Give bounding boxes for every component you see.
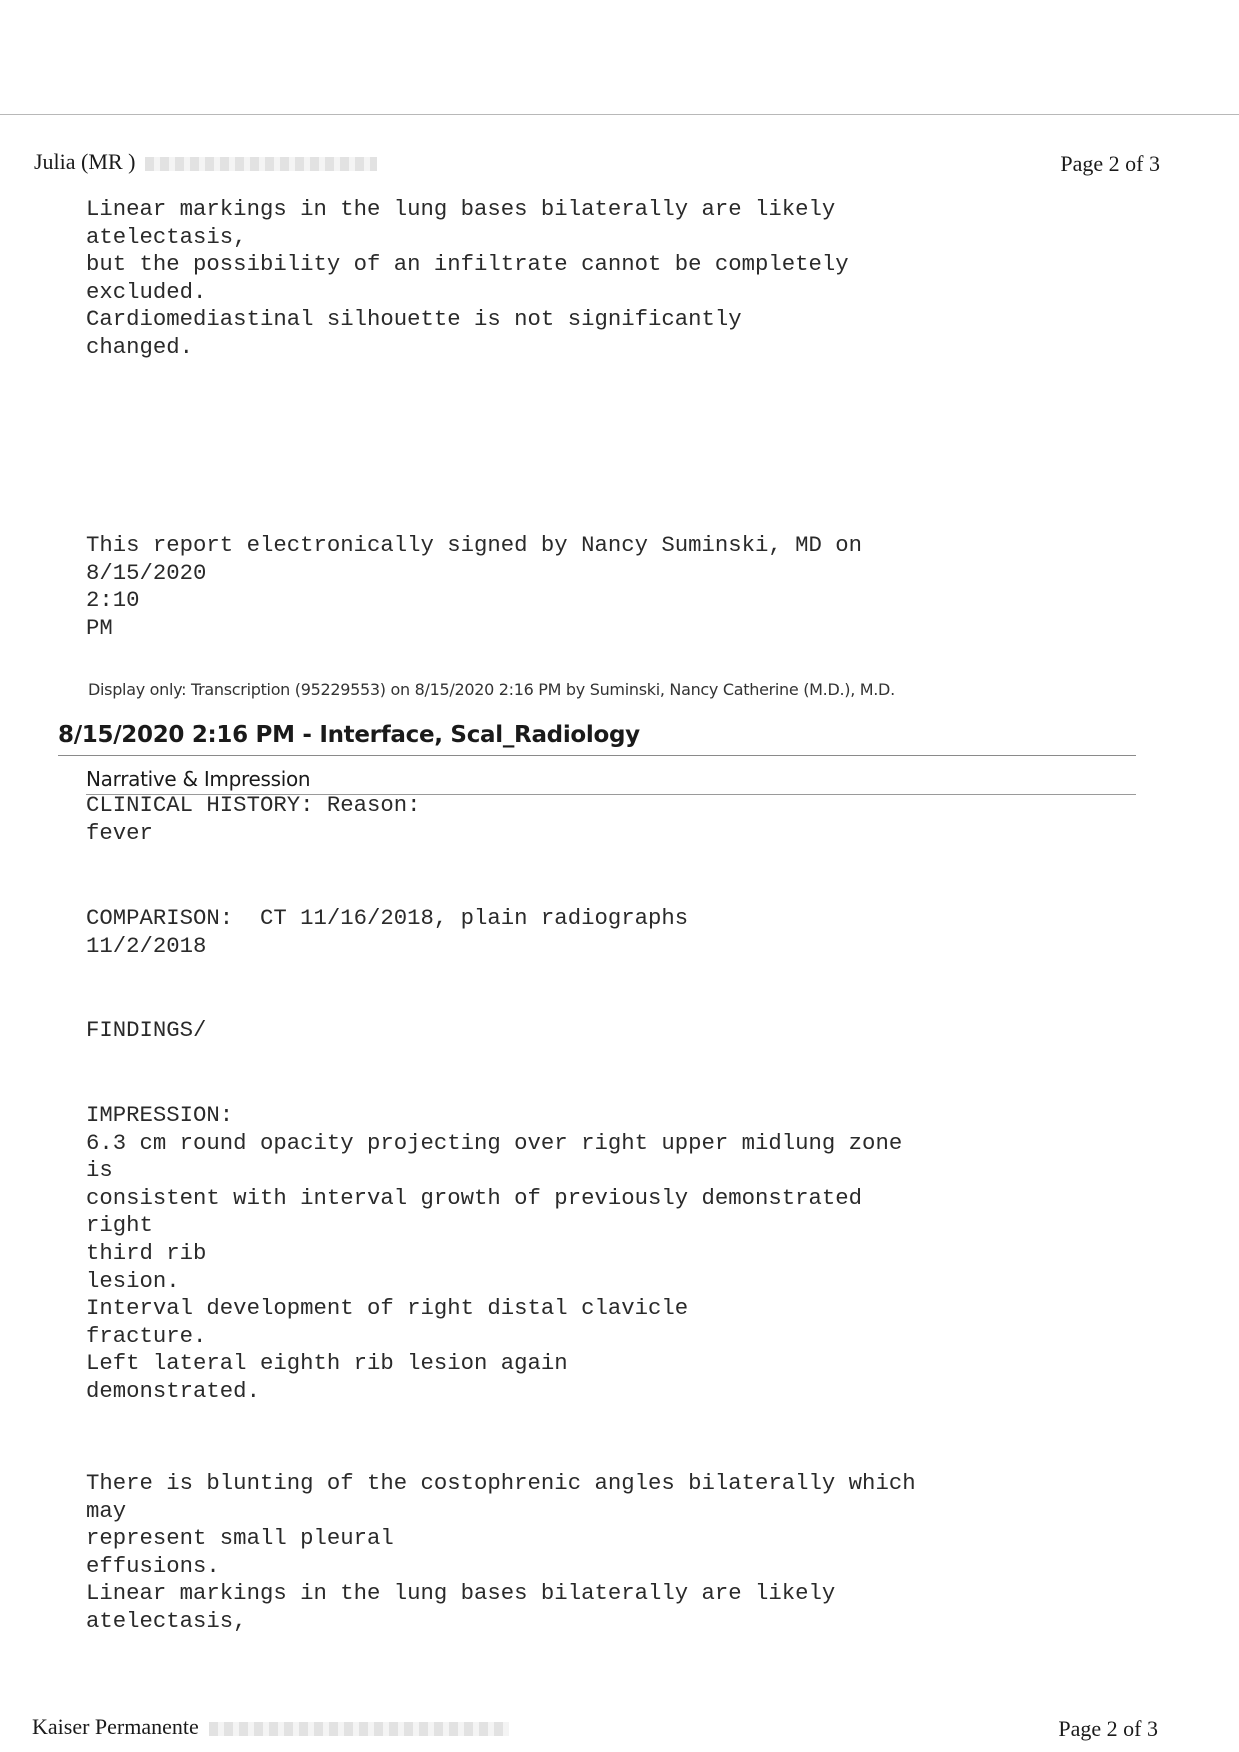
redacted-patient-id <box>145 157 377 171</box>
entry-heading: 8/15/2020 2:16 PM - Interface, Scal_Radiology <box>58 722 640 748</box>
redacted-footer-info <box>209 1722 509 1736</box>
org-name: Kaiser Permanente <box>32 1714 199 1739</box>
patient-header <box>34 149 377 175</box>
top-divider <box>0 114 1239 115</box>
display-only-note: Display only: Transcription (95229553) on 8/15/2020 2:16 PM by Suminski, Nancy Catherine (M.D.), M.D. <box>88 680 895 699</box>
impression-text: IMPRESSION: 6.3 cm round opacity projecting over right upper midlung zone is consistent with interval growth of previously demonstrated right third rib lesion. Interval development of right distal clavicle fracture. Left lateral eighth rib lesion again demonstrated. <box>86 1102 903 1404</box>
signature-text: This report electronically signed by Nancy Suminski, MD on 8/15/2020 2:10 PM <box>86 532 863 641</box>
report-findings-text: Linear markings in the lung bases bilaterally are likely atelectasis, but the possibility of an infiltrate cannot be completely excluded. Cardiomediastinal silhouette is not significantly changed. <box>86 196 849 360</box>
comparison-text: COMPARISON: CT 11/16/2018, plain radiographs 11/2/2018 <box>86 905 689 959</box>
heading-divider <box>58 755 1136 756</box>
clinical-history-text: CLINICAL HISTORY: Reason: fever <box>86 792 421 846</box>
footer-org <box>32 1714 509 1740</box>
footer-page-number: Page 2 of 3 <box>1058 1716 1158 1741</box>
patient-name: Julia (MR ) <box>34 149 136 174</box>
continuation-text: There is blunting of the costophrenic angles bilaterally which may represent small pleural effusions. Linear markings in the lung bases bilaterally are likely atelectasis, <box>86 1470 916 1634</box>
findings-text: FINDINGS/ <box>86 1017 207 1043</box>
header-page-number: Page 2 of 3 <box>1060 151 1160 176</box>
section-title: Narrative & Impression <box>86 767 311 791</box>
